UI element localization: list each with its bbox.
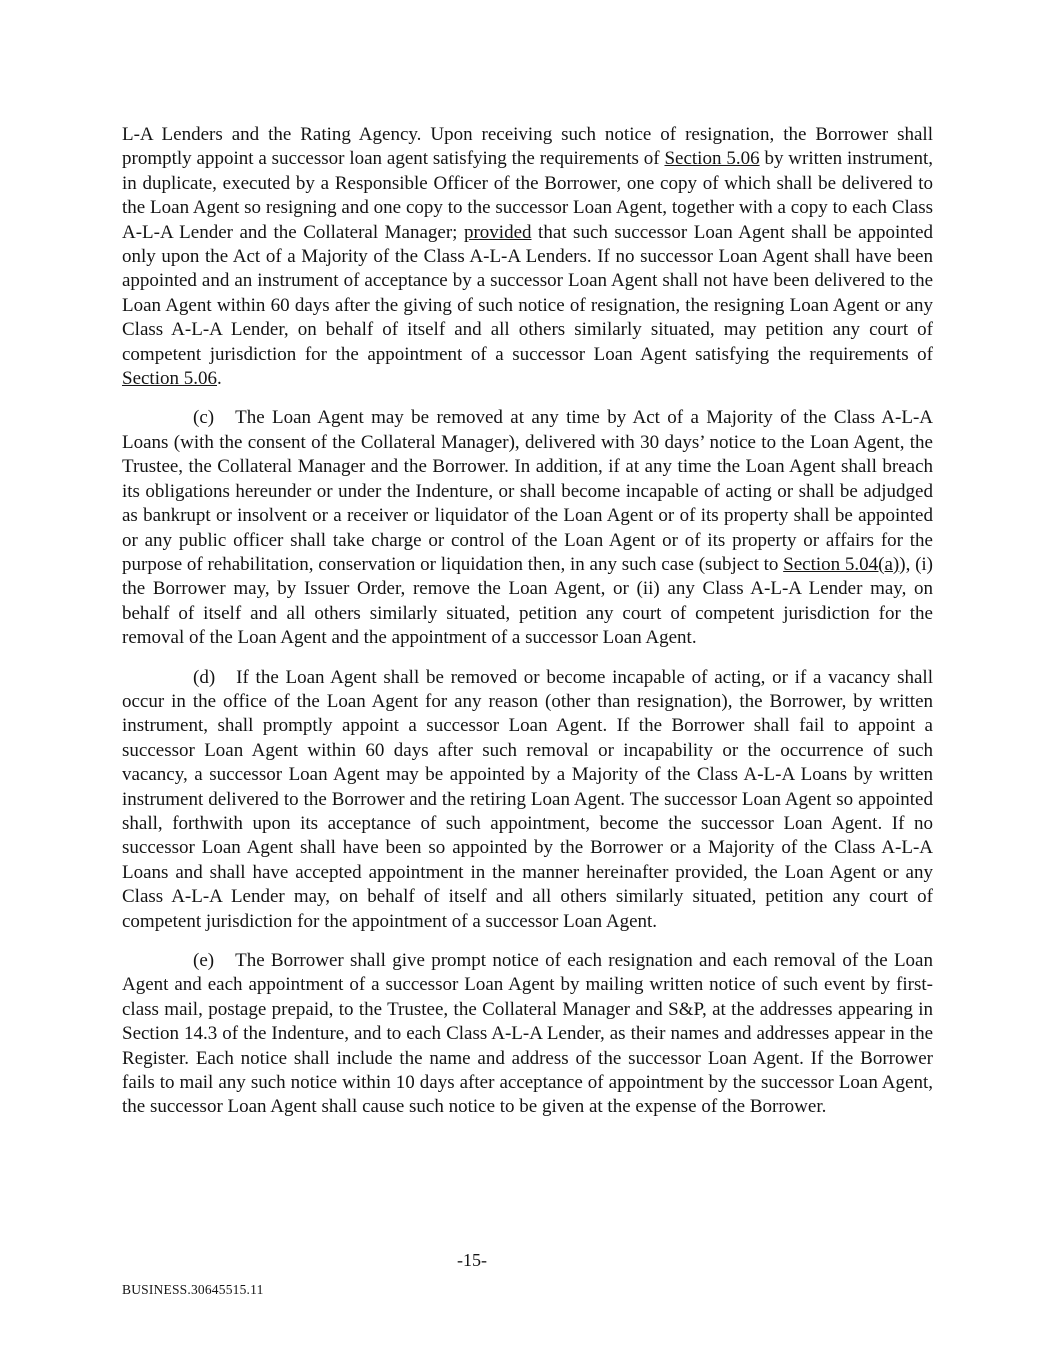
paragraph-e-text: The Borrower shall give prompt notice of each resignation and each removal of the Loan Agent and each appointment of a successor Loan Agent by mailing written notice of such event by first-class mail, postage prepaid, to the Trustee, the Collateral Manager and S&P, at the addresses appearing in Section 14.3 of the Indenture, and to each Class A-L-A Lender, as their names and addresses appear in the Register. Each notice shall include the name and address of the successor Loan Agent. If the Borrower fails to mail any such notice within 10 days after acceptance of appointment by the successor Loan Agent, the successor Loan Agent shall cause such notice to be given at the expense of the Borrower. — [122, 950, 933, 1118]
paragraph-d — [122, 666, 933, 934]
paragraph-d-label: (d) — [193, 666, 216, 688]
paragraph-d-text: If the Loan Agent shall be removed or become incapable of acting, or if a vacancy shall occur in the office of the Loan Agent for any reason (other than resignation), the Borrower, by written instrument, shall promptly appoint a successor Loan Agent. If the Borrower shall fail to appoint a successor Loan Agent within 60 days after such removal or incapability or the occurrence of such vacancy, a successor Loan Agent may be appointed by a Majority of the Class A-L-A Loans by written instrument delivered to the Borrower and the retiring Loan Agent. The successor Loan Agent so appointed shall, forthwith upon its acceptance of such appointment, become the successor Loan Agent. If no successor Loan Agent shall have been so appointed by the Borrower or a Majority of the Class A-L-A Loans and shall have accepted appointment in the manner hereinafter provided, the Loan Agent or any Class A-L-A Lender may, on behalf of itself and all others similarly situated, petition any court of competent jurisdiction for the appointment of a successor Loan Agent. — [122, 666, 933, 932]
paragraph-c-label: (c) — [193, 407, 215, 429]
paragraph-e-label: (e) — [193, 950, 215, 971]
paragraph-e — [122, 949, 933, 1120]
page-number: -15- — [457, 1250, 487, 1270]
paragraph-c — [122, 406, 933, 650]
paragraph-continuation: L-A Lenders and the Rating Agency. Upon receiving such notice of resignation, the Borrower shall promptly appoint a successor loan agent satisfying the requirements of Section 5.06 by written instrument, in duplicate, executed by a Responsible Officer of the Borrower, one copy of which shall be delivered to the Loan Agent so resigning and one copy to the successor Loan Agent, together with a copy to each Class A-L-A Lender and the Collateral Manager; provided that such successor Loan Agent shall be appointed only upon the Act of a Majority of the Class A-L-A Lenders. If no successor Loan Agent shall have been appointed and an instrument of acceptance by a successor Loan Agent shall not have been delivered to the Loan Agent within 60 days after the giving of such notice of resignation, the resigning Loan Agent or any Class A-L-A Lender, on behalf of itself and all others similarly situated, may petition any court of competent jurisdiction for the appointment of a successor Loan Agent satisfying the requirements of Section 5.06. — [122, 124, 934, 390]
paragraph-c-text: The Loan Agent may be removed at any time by Act of a Majority of the Class A-L-A Loans (with the consent of the Collateral Manager), delivered with 30 days’ notice to the Loan Agent, the Trustee, the Collateral Manager and the Borrower. In addition, if at any time the Loan Agent shall breach its obligations hereunder or under the Indenture, or shall become incapable of acting or shall be adjudged as bankrupt or insolvent or a receiver or liquidator of the Loan Agent or of its property shall be appointed or any public officer shall take charge or control of the Loan Agent or of its property or affairs for the purpose of rehabilitation, conservation or liquidation then, in any such case (subject to Section 5.04(a)), (i) the Borrower may, by Issuer Order, remove the Loan Agent, or (ii) any Class A-L-A Lender may, on behalf of itself and all others similarly situated, petition any court of competent jurisdiction for the removal of the Loan Agent and the appointment of a successor Loan Agent. — [122, 407, 934, 649]
document-body — [122, 123, 933, 1135]
document-id-footer: BUSINESS.30645515.11 — [122, 1282, 264, 1297]
